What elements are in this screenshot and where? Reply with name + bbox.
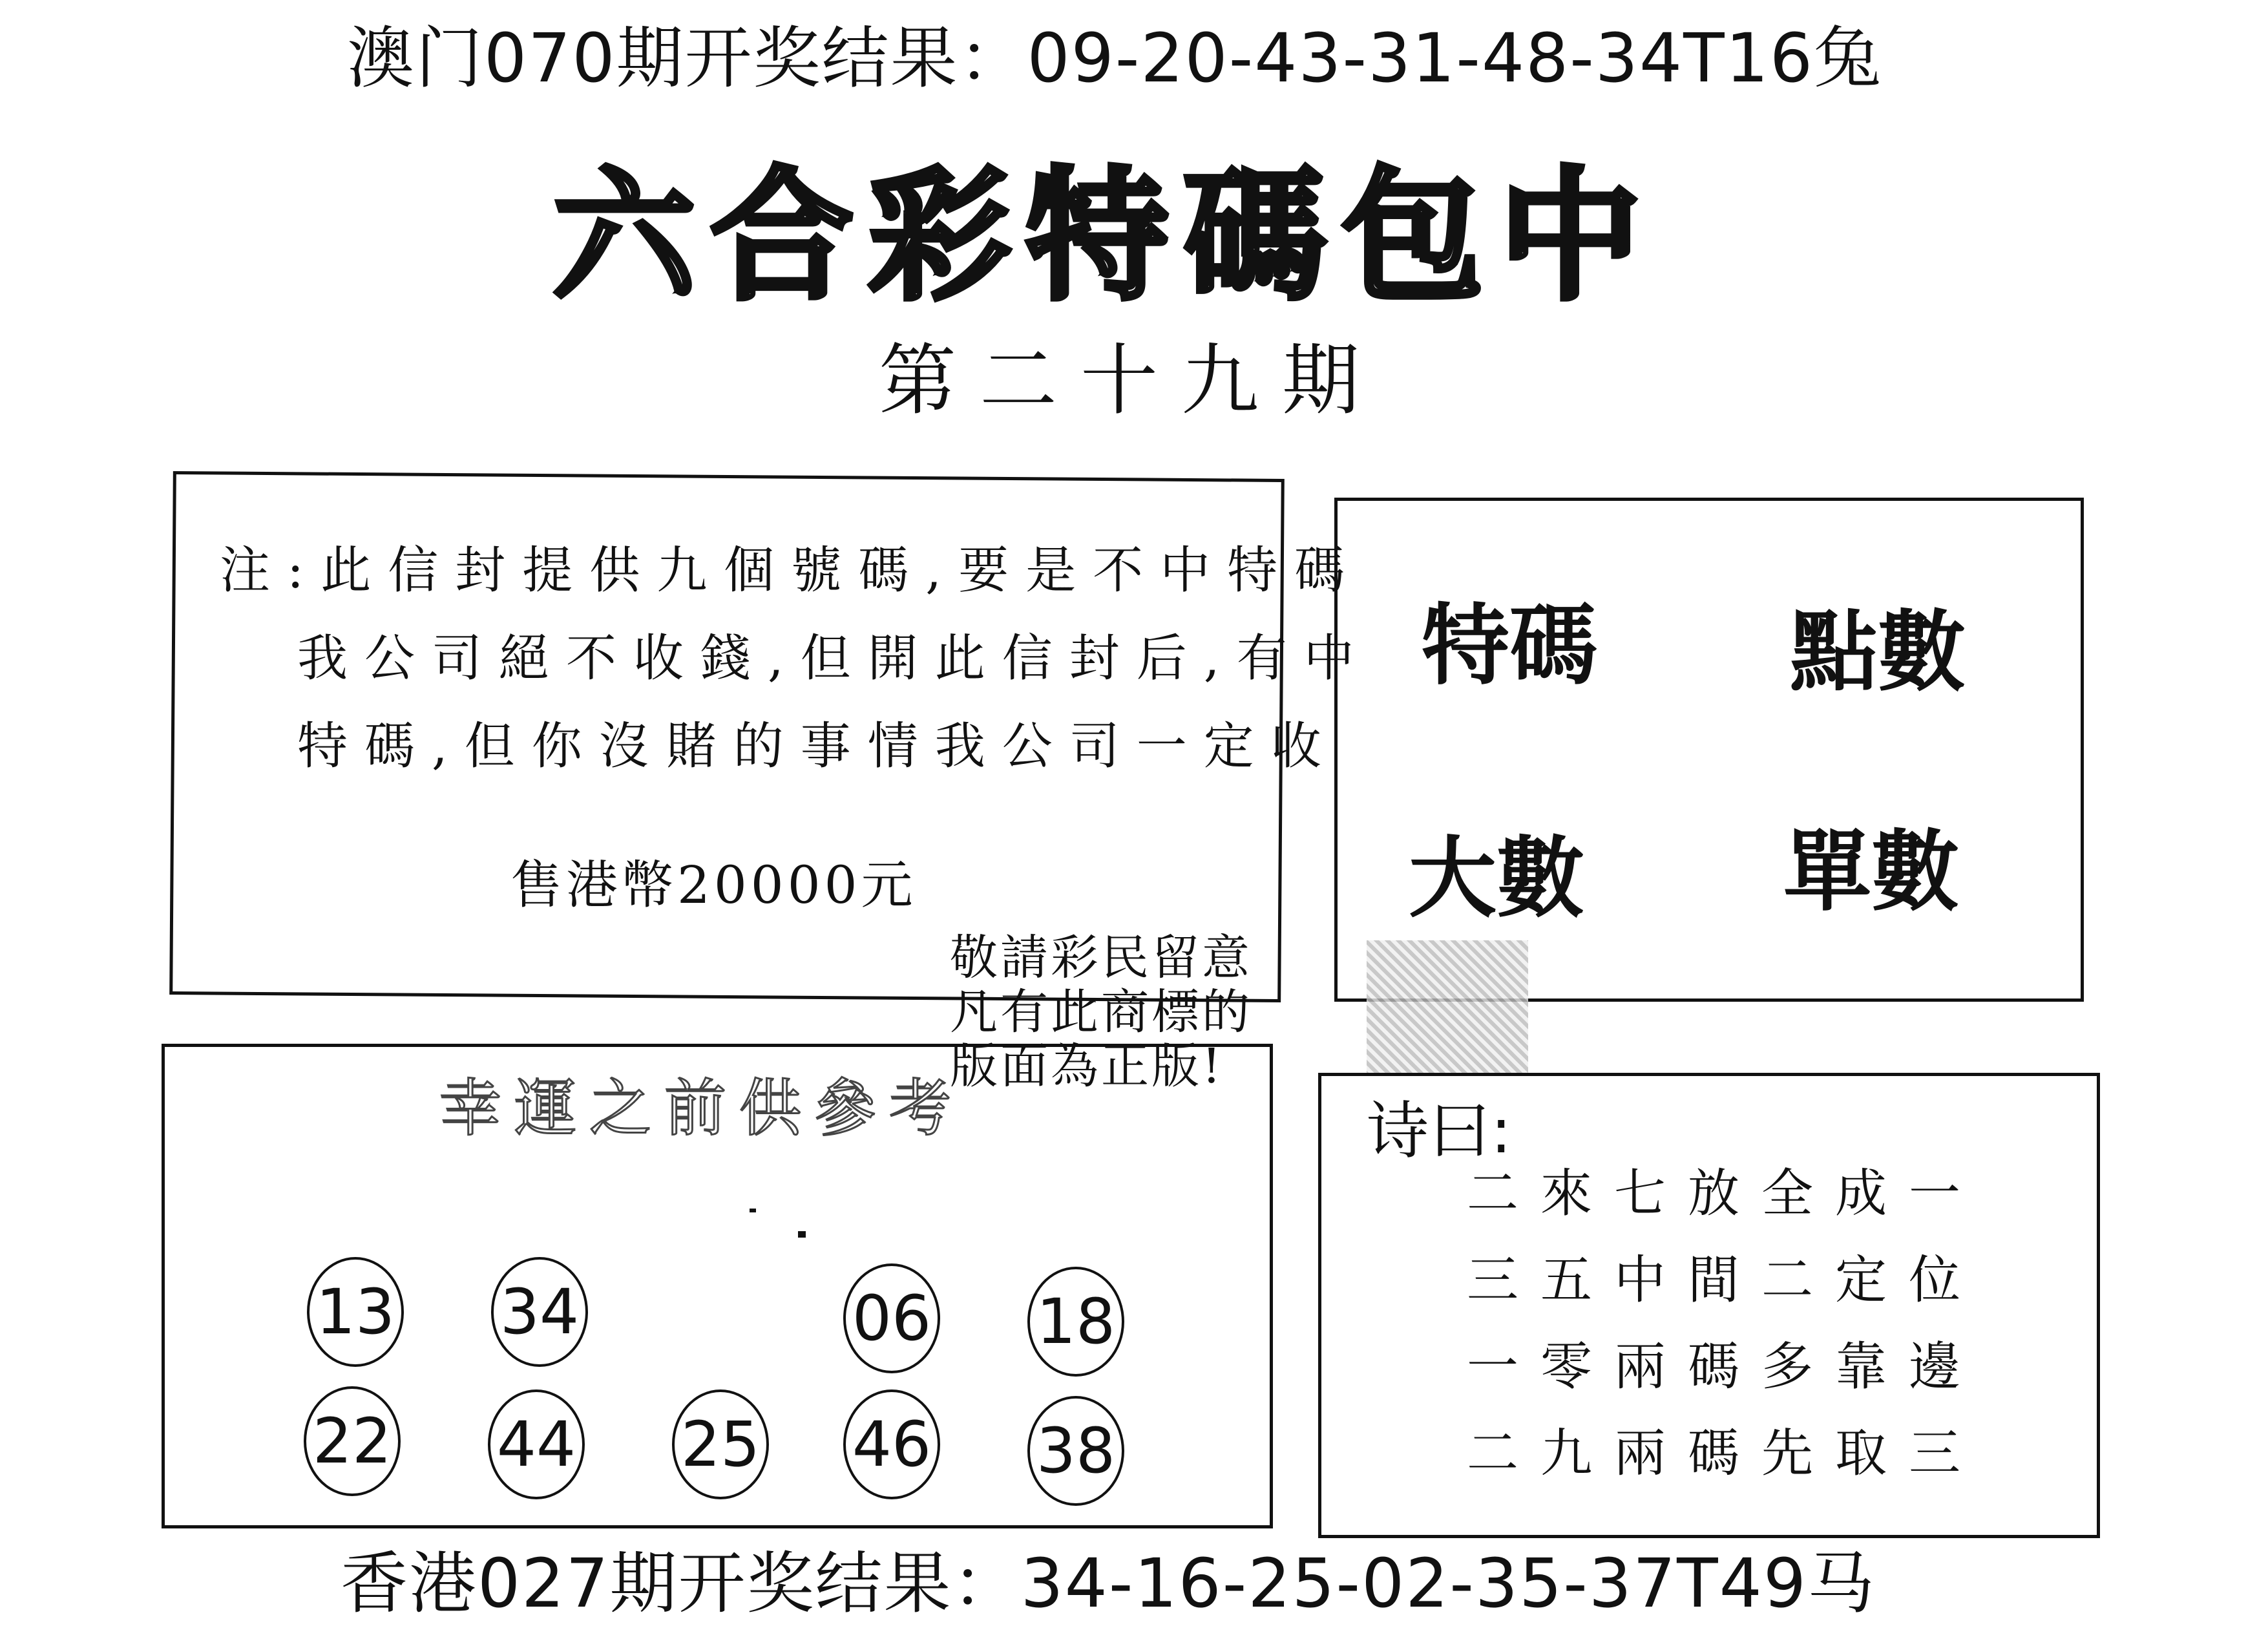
feature-points: 點數 (1790, 602, 1966, 704)
number-circle: 06 (843, 1263, 940, 1373)
notice-line: 我公司絕不收錢,但開此信封后,有中 (297, 629, 1371, 688)
trademark-note-line: 凡有此商標的 (950, 984, 1252, 1040)
issue-label: 第二十九期 (879, 336, 1383, 426)
scan-speck (798, 1231, 806, 1238)
trademark-note-line: 敬請彩民留意 (950, 930, 1252, 986)
notice-line: 注:此信封提供九個號碼,要是不中特碼 (220, 542, 1362, 600)
lucky-title: 幸運之前供參考 (439, 1072, 964, 1145)
number-circle: 38 (1027, 1396, 1124, 1506)
number-circle: 34 (491, 1257, 588, 1367)
feature-odd-number: 單數 (1783, 821, 1959, 924)
bottom-result-banner: 香港027期开奖结果：34-16-25-02-35-37T49马 (340, 1544, 1876, 1623)
number-circle: 13 (307, 1257, 404, 1367)
number-circle: 25 (672, 1389, 769, 1499)
price-text: 售港幣20000元 (510, 855, 917, 915)
number-circle: 18 (1027, 1267, 1124, 1377)
poem-lines (1467, 1150, 1982, 1497)
scan-speck (750, 1209, 756, 1212)
notice-text (220, 527, 1371, 790)
feature-special-number: 特碼 (1422, 595, 1597, 697)
trademark-note-line: 版面為正版! (950, 1039, 1224, 1094)
poem-title: 诗曰: (1367, 1095, 1512, 1167)
number-circle: 44 (488, 1389, 585, 1499)
feature-big-number: 大數 (1409, 828, 1584, 930)
poem-line: 一零兩碼多靠邊 (1467, 1336, 1982, 1397)
trademark-stamp (1367, 940, 1528, 1076)
number-circle: 46 (843, 1389, 940, 1499)
main-title: 六合彩特碼包中 (552, 152, 1657, 319)
notice-line: 特碼,但你沒賭的事情我公司一定收 (297, 717, 1338, 776)
poem-line: 二九兩碼先取三 (1467, 1423, 1982, 1483)
number-circle: 22 (304, 1386, 401, 1496)
poem-line: 三五中間二定位 (1467, 1250, 1982, 1310)
top-result-banner: 澳门070期开奖结果：09-20-43-31-48-34T16兔 (346, 19, 1883, 98)
poem-line: 二來七放全成一 (1467, 1163, 1982, 1223)
